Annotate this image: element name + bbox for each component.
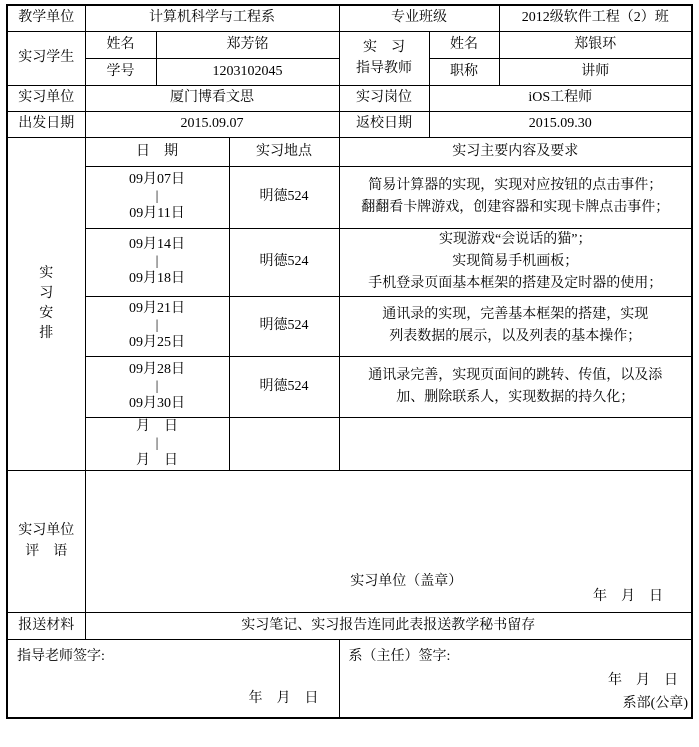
schedule-content-cell: 通讯录完善，实现页面间的跳转、传值，以及添 加、删除联系人，实现数据的持久化； xyxy=(339,356,692,417)
materials-value: 实习笔记、实习报告连同此表报送教学秘书留存 xyxy=(85,612,692,639)
date-start: 09月14日 xyxy=(129,237,185,252)
company-value: 厦门博看文思 xyxy=(85,85,339,111)
schedule-location-cell: 明德524 xyxy=(229,166,339,228)
schedule-row xyxy=(7,356,692,417)
date-range-bar: | xyxy=(155,378,159,394)
date-end: 09月30日 xyxy=(129,395,185,411)
schedule-content-cell: 实现游戏“会说话的猫”； 实现简易手机画板； 手机登录页面基本框架的搭建及定时器的使用； xyxy=(339,228,692,296)
position-label: 实习岗位 xyxy=(339,85,429,111)
return-date-label: 返校日期 xyxy=(339,111,429,137)
dept-signature-date: 年 月 日 xyxy=(608,673,678,688)
depart-date-label: 出发日期 xyxy=(7,111,85,137)
date-range-bar: | xyxy=(155,318,159,333)
position-value: iOS工程师 xyxy=(429,85,692,111)
evaluation-date-line: 年 月 日 xyxy=(593,588,663,604)
advisor-name-value: 郑银环 xyxy=(499,31,692,58)
date-range-bar: | xyxy=(155,435,159,451)
advisor-signature-date: 年 月 日 xyxy=(248,691,319,706)
date-start: 09月28日 xyxy=(129,361,185,377)
date-end: 09月11日 xyxy=(129,206,185,221)
advisor-signature-cell xyxy=(7,639,339,718)
schedule-row xyxy=(7,296,692,356)
class-label: 专业班级 xyxy=(339,5,499,31)
schedule-date-cell xyxy=(85,166,229,228)
return-date-value: 2015.09.30 xyxy=(429,111,692,137)
schedule-location-cell: 明德524 xyxy=(229,356,339,417)
date-range-bar: | xyxy=(155,189,159,204)
schedule-location-cell: 明德524 xyxy=(229,296,339,356)
materials-label: 报送材料 xyxy=(7,612,85,639)
schedule-date-cell xyxy=(85,417,229,470)
teaching-unit-value: 计算机科学与工程系 xyxy=(85,5,339,31)
student-section-label: 实习学生 xyxy=(7,31,85,85)
student-name-value: 郑芳铭 xyxy=(156,31,339,58)
schedule-row xyxy=(7,166,692,228)
company-label: 实习单位 xyxy=(7,85,85,111)
schedule-date-cell xyxy=(85,296,229,356)
schedule-col-date: 日 期 xyxy=(85,137,229,166)
student-id-value: 1203102045 xyxy=(156,58,339,85)
depart-date-value: 2015.09.07 xyxy=(85,111,339,137)
date-start: 月 日 xyxy=(136,418,178,434)
advisor-title-label: 职称 xyxy=(429,58,499,85)
schedule-row xyxy=(7,417,692,470)
class-value: 2012级软件工程（2）班 xyxy=(499,5,692,31)
advisor-title-value: 讲师 xyxy=(499,58,692,85)
evaluation-section-label: 实习单位 评 语 xyxy=(7,470,85,612)
schedule-col-content: 实习主要内容及要求 xyxy=(339,137,692,166)
schedule-row xyxy=(7,228,692,296)
schedule-date-cell xyxy=(85,228,229,296)
advisor-name-label: 姓名 xyxy=(429,31,499,58)
dept-signature-label: 系（主任）签字: xyxy=(348,648,451,664)
schedule-content-cell xyxy=(339,417,692,470)
date-end: 月 日 xyxy=(136,452,178,468)
schedule-location-cell: 明德524 xyxy=(229,228,339,296)
teaching-unit-label: 教学单位 xyxy=(7,5,85,31)
internship-form-table xyxy=(6,4,693,719)
schedule-section-label: 实 习 安 排 xyxy=(7,137,85,470)
date-end: 09月18日 xyxy=(129,271,185,286)
dept-signature-cell xyxy=(339,639,692,718)
student-name-label: 姓名 xyxy=(85,31,156,58)
date-end: 09月25日 xyxy=(129,335,185,350)
evaluation-stamp-line: 实习单位（盖章） xyxy=(350,573,463,589)
dept-stamp-label: 系部(公章) xyxy=(622,696,688,711)
schedule-col-location: 实习地点 xyxy=(229,137,339,166)
schedule-content-cell: 通讯录的实现，完善基本框架的搭建，实现 列表数据的展示，以及列表的基本操作； xyxy=(339,296,692,356)
student-id-label: 学号 xyxy=(85,58,156,85)
date-start: 09月07日 xyxy=(129,172,185,187)
evaluation-area xyxy=(85,470,692,612)
schedule-content-cell: 简易计算器的实现，实现对应按钮的点击事件； 翻翻看卡牌游戏，创建容器和实现卡牌点击事件； xyxy=(339,166,692,228)
date-start: 09月21日 xyxy=(129,301,185,316)
schedule-date-cell xyxy=(85,356,229,417)
advisor-signature-label: 指导老师签字: xyxy=(17,648,105,664)
advisor-section-label: 实 习 指导教师 xyxy=(339,31,429,85)
date-range-bar: | xyxy=(155,254,159,269)
schedule-location-cell xyxy=(229,417,339,470)
